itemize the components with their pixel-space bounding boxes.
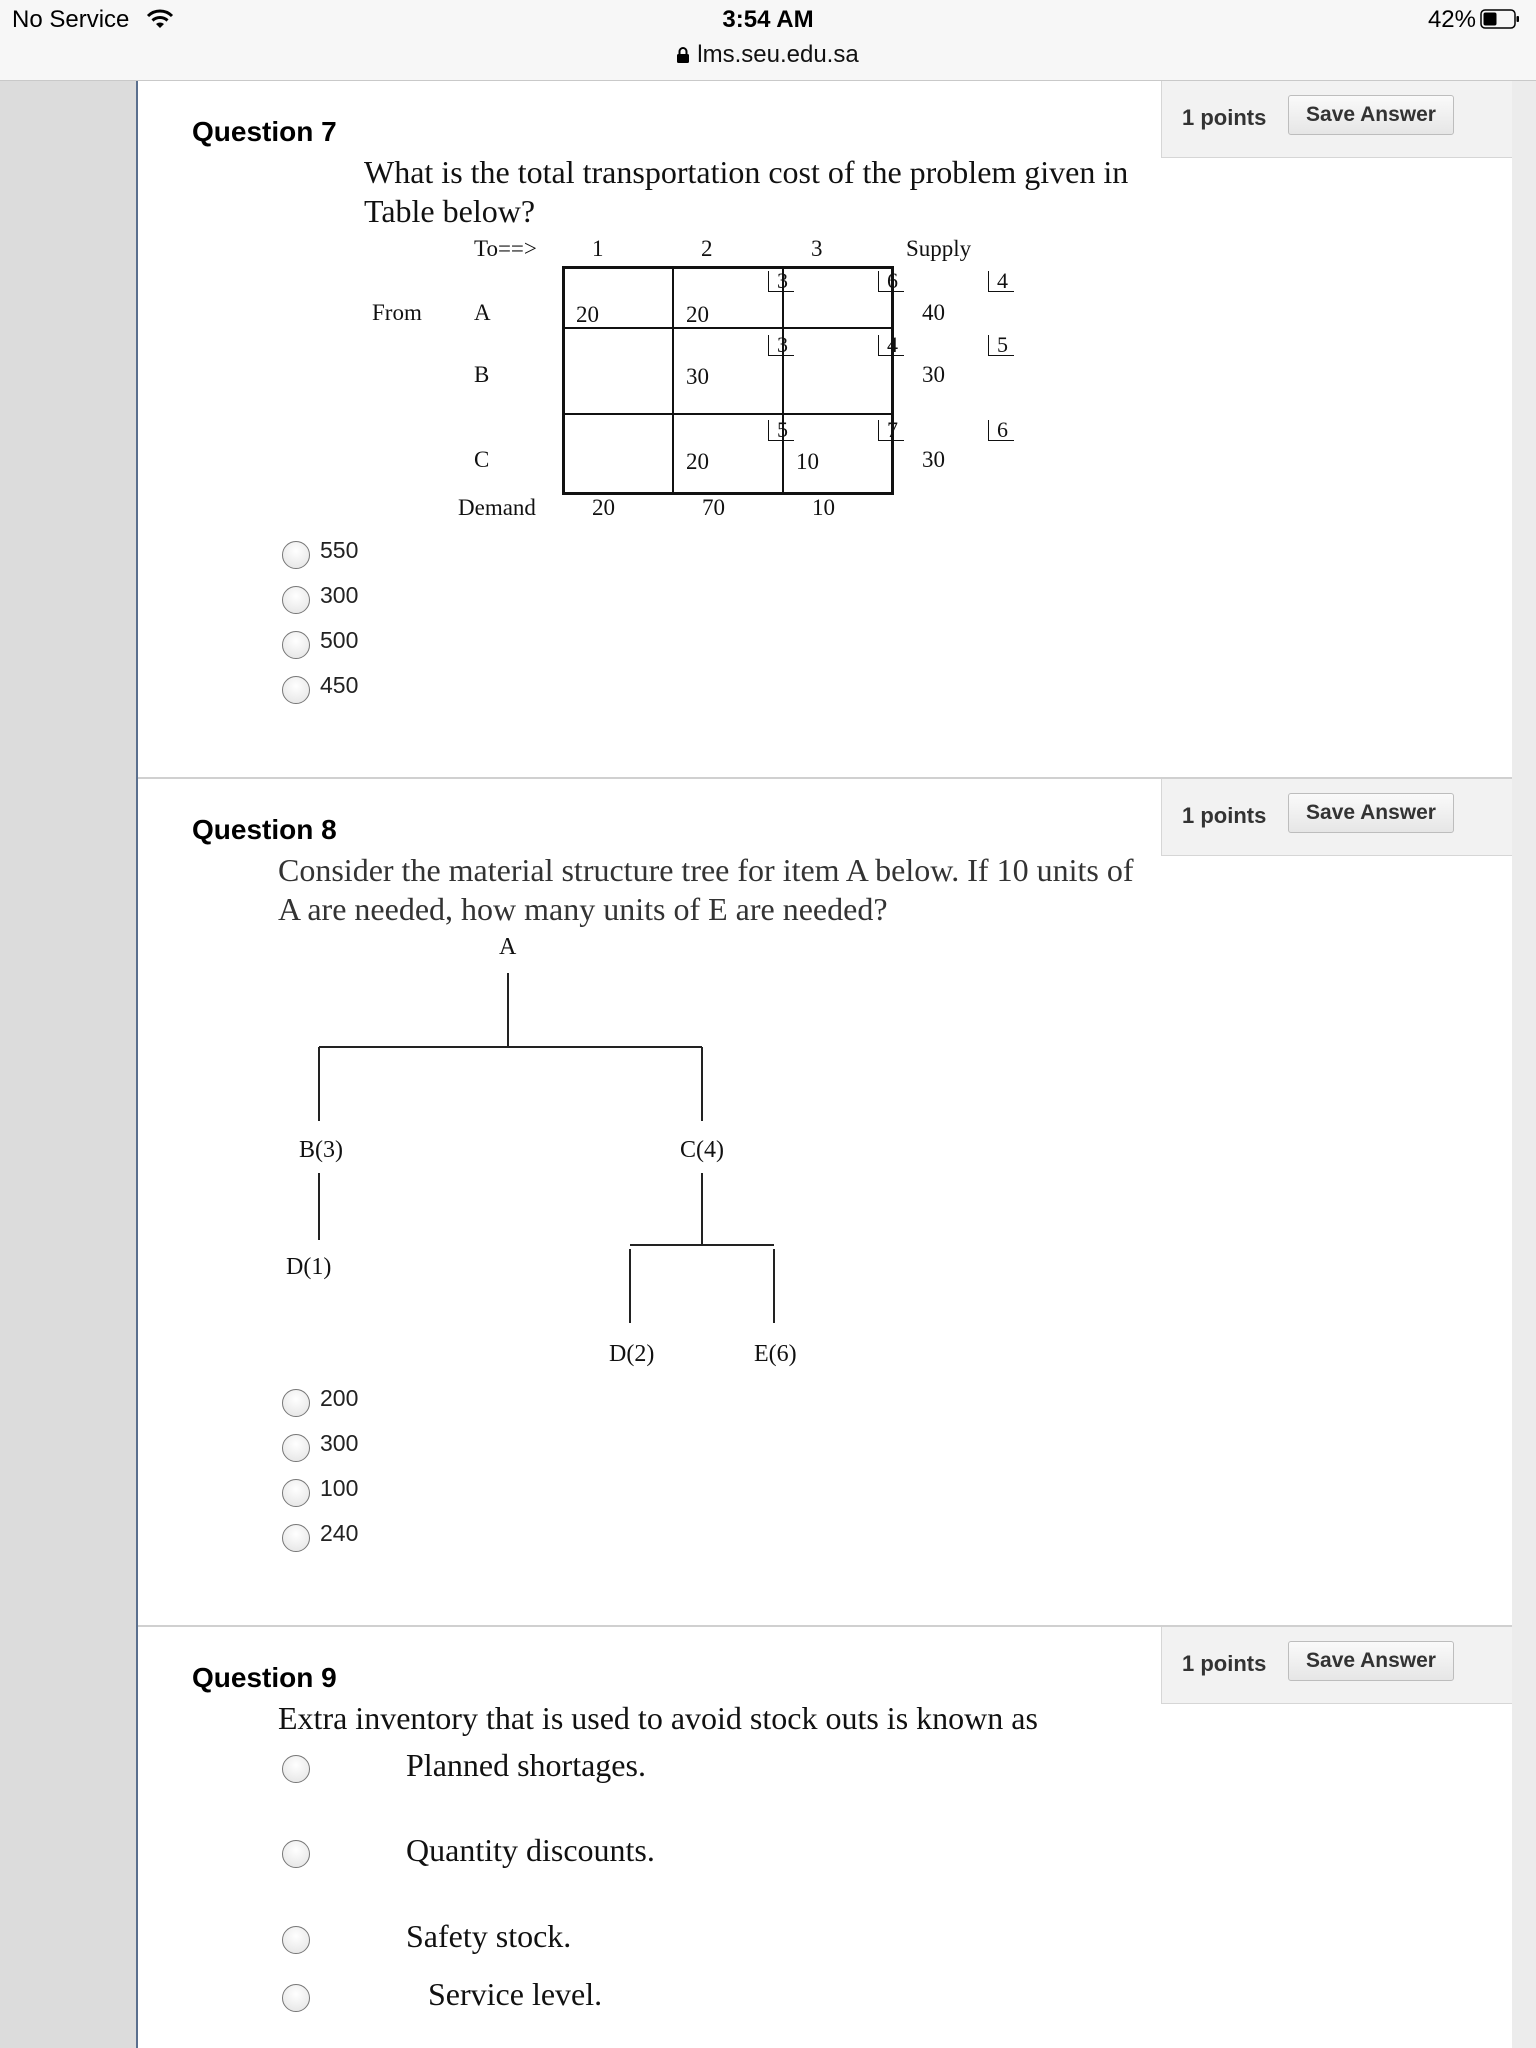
allocation-cell: 20 (686, 449, 709, 474)
tree-node-b: B(3) (299, 1137, 343, 1163)
question-prompt: Extra inventory that is used to avoid stock outs is known as (278, 1700, 1038, 1736)
tree-node-d1: D(1) (286, 1254, 332, 1280)
page-margin-right (1512, 81, 1536, 2048)
question-header-box (1161, 1627, 1512, 1704)
radio-button[interactable] (282, 1926, 310, 1954)
question-prompt: What is the total transportation cost of the problem given in Table below? (364, 154, 1129, 229)
column-header: 2 (701, 236, 713, 261)
option-label: Quantity discounts. (406, 1832, 655, 1868)
demand-value: 70 (702, 495, 725, 520)
radio-button[interactable] (282, 1479, 310, 1507)
cost-cell: 7 (878, 420, 904, 441)
carrier-label: No Service (12, 6, 130, 33)
question-header-box (1161, 81, 1512, 158)
tree-node-d2: D(2) (609, 1341, 655, 1367)
radio-button[interactable] (282, 1524, 310, 1552)
question-title: Question 9 (192, 1662, 337, 1693)
cost-cell: 4 (878, 335, 904, 356)
option-label: 550 (320, 537, 359, 563)
radio-button[interactable] (282, 631, 310, 659)
option-label: Service level. (428, 1976, 603, 2012)
table-grid (562, 266, 894, 496)
demand-value: 10 (812, 495, 835, 520)
tree-node-c: C(4) (680, 1137, 724, 1163)
question-title: Question 8 (192, 814, 337, 845)
supply-header: Supply (906, 236, 972, 261)
cost-cell: 6 (878, 271, 904, 292)
tree-node-a: A (499, 934, 517, 960)
save-answer-button[interactable]: Save Answer (1288, 95, 1454, 135)
row-label: B (474, 362, 490, 387)
option-label: 240 (320, 1520, 359, 1546)
address-bar[interactable] (0, 41, 1536, 69)
page-margin-left (0, 81, 136, 2048)
status-bar (0, 0, 1536, 81)
save-answer-button[interactable]: Save Answer (1288, 793, 1454, 833)
cost-cell: 5 (768, 420, 794, 441)
demand-label: Demand (458, 495, 536, 520)
cost-cell: 5 (988, 335, 1014, 356)
allocation-cell: 20 (576, 302, 599, 327)
radio-button[interactable] (282, 1434, 310, 1462)
radio-button[interactable] (282, 586, 310, 614)
option-label: 100 (320, 1475, 359, 1501)
allocation-cell: 10 (796, 449, 819, 474)
question-9 (138, 1627, 1512, 2048)
radio-button[interactable] (282, 1389, 310, 1417)
cost-cell: 3 (768, 271, 794, 292)
allocation-cell: 20 (686, 302, 709, 327)
url-text: lms.seu.edu.sa (697, 41, 859, 68)
from-label: From (372, 300, 422, 325)
supply-value: 30 (922, 447, 945, 472)
question-7 (138, 81, 1512, 777)
option-label: 450 (320, 672, 359, 698)
question-header-box (1161, 779, 1512, 856)
supply-value: 30 (922, 362, 945, 387)
allocation-cell: 30 (686, 364, 709, 389)
battery-icon (1480, 9, 1520, 29)
column-header: 1 (592, 236, 604, 261)
cost-cell: 3 (768, 335, 794, 356)
radio-button[interactable] (282, 1984, 310, 2012)
row-label: C (474, 447, 490, 472)
to-header: To==> (474, 236, 537, 261)
option-label: 300 (320, 1430, 359, 1456)
radio-button[interactable] (282, 1755, 310, 1783)
radio-button[interactable] (282, 1840, 310, 1868)
save-answer-button[interactable]: Save Answer (1288, 1641, 1454, 1681)
clock: 3:54 AM (722, 6, 814, 33)
battery-percentage: 42% (1427, 6, 1476, 33)
radio-button[interactable] (282, 676, 310, 704)
question-title: Question 7 (192, 116, 337, 147)
points-label: 1 points (1182, 1651, 1267, 1676)
column-header: 3 (811, 236, 823, 261)
cost-cell: 4 (988, 271, 1014, 292)
supply-value: 40 (922, 300, 945, 325)
option-label: Safety stock. (406, 1918, 572, 1954)
tree-node-e: E(6) (754, 1341, 797, 1367)
lock-icon (677, 47, 689, 63)
radio-button[interactable] (282, 541, 310, 569)
row-label: A (474, 300, 491, 325)
demand-value: 20 (592, 495, 615, 520)
option-label: 500 (320, 627, 359, 653)
points-label: 1 points (1182, 803, 1267, 828)
option-label: Planned shortages. (406, 1747, 646, 1783)
question-prompt: Consider the material structure tree for item A below. If 10 units of A are needed, how many units of E are needed? (278, 852, 1134, 927)
option-label: 300 (320, 582, 359, 608)
points-label: 1 points (1182, 105, 1267, 130)
option-label: 200 (320, 1385, 359, 1411)
cost-cell: 6 (988, 420, 1014, 441)
question-8 (138, 779, 1512, 1625)
